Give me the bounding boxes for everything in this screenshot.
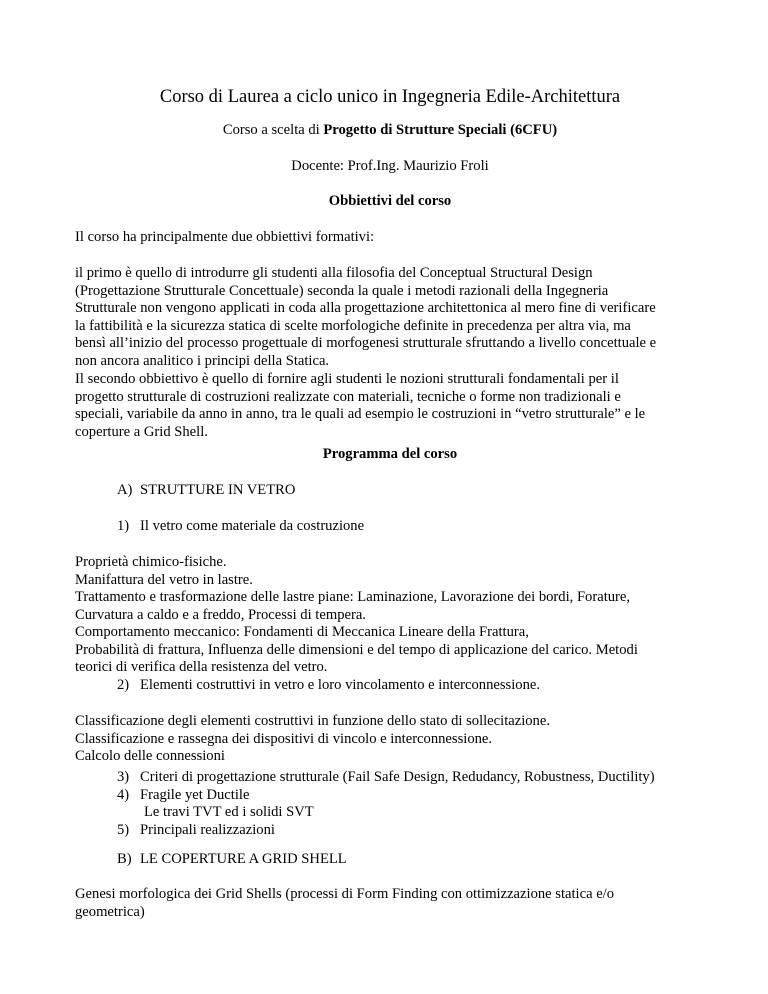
paragraph-line: Curvatura a caldo e a freddo, Processi di tempera.	[75, 606, 366, 623]
paragraph-line: (Progettazione Strutturale Concettuale) seconda la quale i metodi razionali della Ingegneria	[75, 282, 609, 299]
list-label: Criteri di progettazione strutturale (Fail Safe Design, Redudancy, Robustness, Ductility)	[140, 769, 655, 785]
list-marker: 4)	[117, 786, 130, 803]
paragraph-line: bensì all’inizio del processo progettuale di morfogenesi strutturale sfruttando a livello concettuale e	[75, 335, 657, 351]
paragraph-line: Probabilità di frattura, Influenza delle dimensioni e del tempo di applicazione del carico. Metodi	[75, 641, 638, 658]
paragraph-line: Genesi morfologica dei Grid Shells (processi di Form Finding con ottimizzazione statica e/o	[75, 886, 615, 902]
paragraph-line: Classificazione degli elementi costruttivi in funzione dello stato di sollecitazione.	[75, 713, 550, 729]
list-label: Elementi costruttivi in vetro e loro vincolamento e interconnessione.	[140, 677, 541, 693]
numbered-list	[117, 769, 707, 839]
course-prefix: Corso a scelta di	[222, 122, 324, 138]
objective-paragraph-2	[75, 371, 710, 441]
list-marker: 1)	[117, 518, 130, 534]
elements-block	[75, 713, 710, 766]
intro-paragraph: Il corso ha principalmente due obbiettivi formativi:	[75, 229, 375, 245]
course-line	[75, 122, 705, 140]
list-marker: A)	[117, 482, 133, 498]
list-label: Fragile yet Ductile	[140, 786, 250, 803]
list-marker: 2)	[117, 677, 130, 693]
list-label: LE COPERTURE A GRID SHELL	[140, 851, 347, 867]
grid-shell-block	[75, 886, 710, 921]
list-label: Principali realizzazioni	[140, 821, 275, 838]
course-name: Progetto di Strutture Speciali (6CFU)	[323, 122, 558, 138]
paragraph-line: Proprietà chimico-fisiche.	[75, 554, 227, 570]
list-item-4-sub: Le travi TVT ed i solidi SVT	[144, 804, 314, 820]
paragraph-line: geometrica)	[75, 903, 145, 920]
program-heading: Programma del corso	[322, 446, 458, 462]
paragraph-line: teorici di verifica della resistenza del vetro.	[75, 659, 328, 675]
paragraph-line: la fattibilità e la sicurezza statica di scelte morfologiche definite in precedenza per altra via, ma	[75, 317, 631, 334]
paragraph-line: Strutturale non vengono applicati in coda alla progettazione architettonica al mero fine di verificare	[75, 300, 656, 316]
paragraph-line: Classificazione e rassegna dei dispositivi di vincolo e interconnessione.	[75, 730, 493, 747]
list-marker: 3)	[117, 769, 130, 785]
paragraph-line: il primo è quello di introdurre gli studenti alla filosofia del Conceptual Structural Design	[75, 265, 593, 281]
paragraph-line: Comportamento meccanico: Fondamenti di Meccanica Lineare della Frattura,	[75, 624, 529, 640]
paragraph-line: progetto strutturale di costruzioni realizzate con materiali, tecniche o forme non tradizionali e	[75, 388, 621, 405]
paragraph-line: speciali, variabile da anno in anno, tra le quali ad esempio le costruzioni in “vetro strutturale” e le	[75, 406, 646, 422]
paragraph-line: Trattamento e trasformazione delle lastre piane: Laminazione, Lavorazione dei bordi, Forature,	[75, 589, 631, 605]
paragraph-line: Manifattura del vetro in lastre.	[75, 571, 253, 588]
objectives-heading: Obbiettivi del corso	[328, 193, 452, 209]
teacher-line: Docente: Prof.Ing. Maurizio Froli	[291, 158, 489, 174]
paragraph-line: Calcolo delle connessioni	[75, 748, 225, 764]
document-title: Corso di Laurea a ciclo unico in Ingegneria Edile-Architettura	[159, 87, 621, 107]
objective-paragraph-1	[75, 265, 710, 370]
paragraph-line: non ancora analitico i principi della Statica.	[75, 352, 330, 369]
paragraph-line: coperture a Grid Shell.	[75, 423, 208, 440]
list-label: STRUTTURE IN VETRO	[140, 482, 296, 498]
list-marker: 5)	[117, 821, 130, 838]
glass-properties-block	[75, 554, 710, 677]
paragraph-line: Il secondo obbiettivo è quello di fornire agli studenti le nozioni strutturali fondamentali per il	[75, 371, 619, 387]
list-marker: B)	[117, 851, 132, 867]
list-label: Il vetro come materiale da costruzione	[140, 518, 365, 534]
